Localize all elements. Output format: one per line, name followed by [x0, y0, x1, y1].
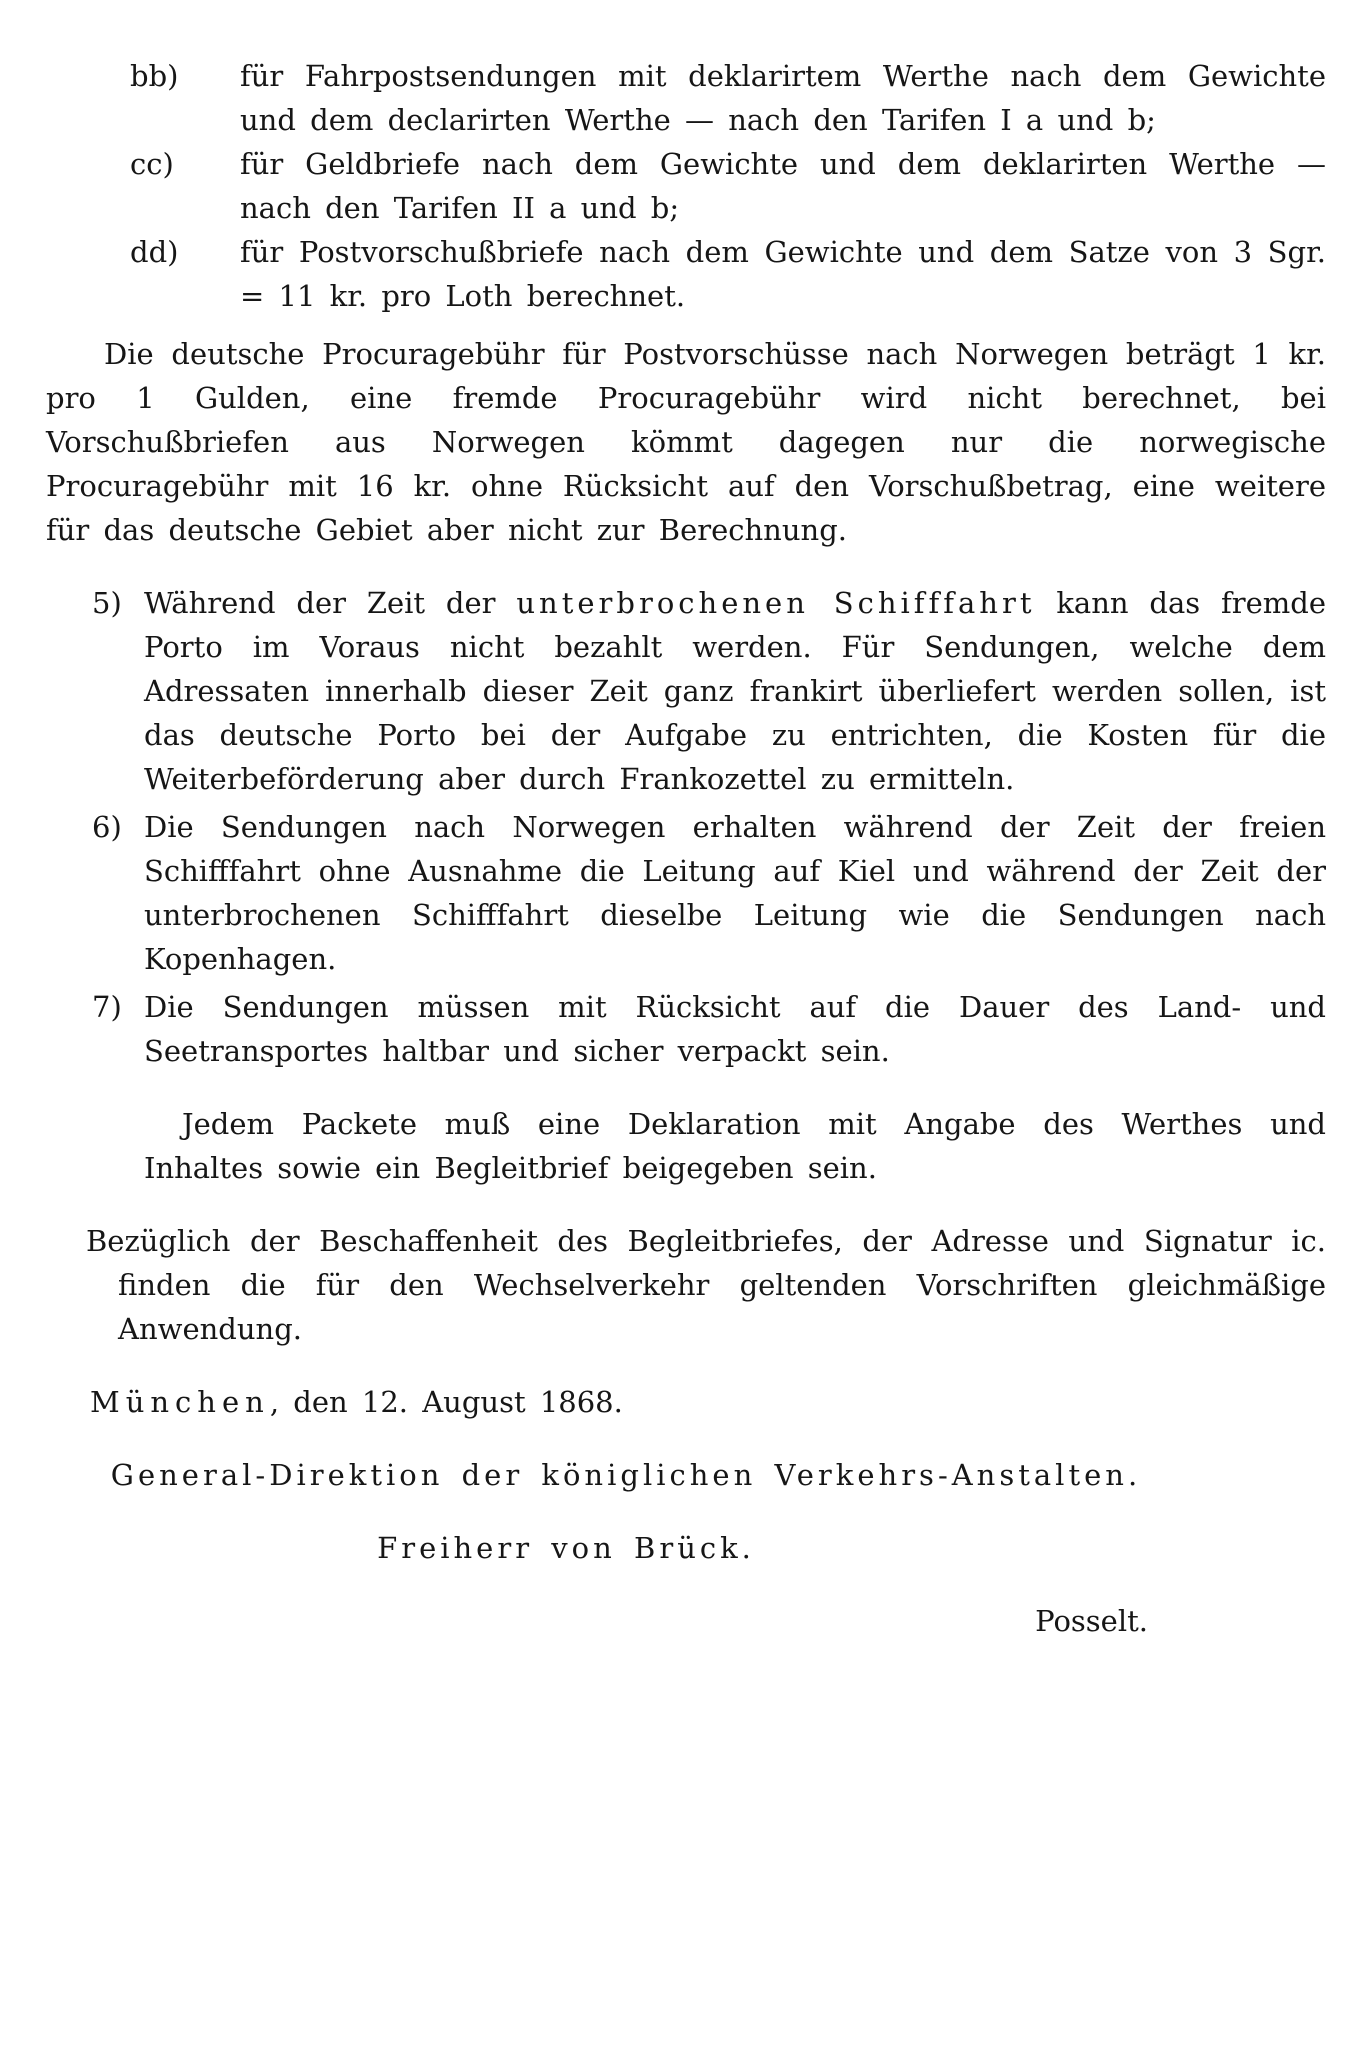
- numbered-item-5: [92, 581, 1326, 801]
- sub-item-bb: [130, 54, 1326, 142]
- item-5-text-emphasis: unterbrochenen Schifffahrt: [516, 586, 1036, 620]
- numbered-item-6: [92, 805, 1326, 981]
- numbered-item-7-text: Die Sendungen müssen mit Rücksicht auf die Dauer des Land- und Seetransportes haltbar und sicher verpackt sein.: [144, 990, 1326, 1068]
- sub-item-cc-label: cc): [130, 147, 174, 181]
- dateline: [90, 1380, 1326, 1424]
- paragraph-packet-declaration: Jedem Packete muß eine Deklaration mit Angabe des Werthes und Inhaltes sowie ein Begleitbrief beigegeben sein.: [144, 1107, 1326, 1185]
- paragraph-procuragebuehr: Die deutsche Procuragebühr für Postvorschüsse nach Norwegen beträgt 1 kr. pro 1 Gulden, eine fremde Procuragebühr wird nicht berechnet, bei Vorschußbriefen aus Norwegen kömmt dagegen nur die norwegische Procuragebühr mit 16 kr. ohne Rücksicht auf den Vorschußbetrag, eine weitere für das deutsche Gebiet aber nicht zur Berechnung.: [46, 337, 1326, 547]
- sub-item-cc-text: für Geldbriefe nach dem Gewichte und dem deklarirten Werthe — nach den Tarifen II a und b;: [240, 147, 1326, 225]
- sub-item-bb-label: bb): [130, 59, 179, 93]
- numbered-item-6-label: 6): [92, 810, 122, 844]
- sub-item-dd-text: für Postvorschußbriefe nach dem Gewichte und dem Satze von 3 Sgr. = 11 kr. pro Loth berechnet.: [240, 235, 1326, 313]
- item-5-text-pre: Während der Zeit der: [144, 586, 517, 620]
- numbered-item-7: [92, 985, 1326, 1073]
- sub-item-bb-text: für Fahrpostsendungen mit deklarirtem Werthe nach dem Gewichte und dem declarirten Werthe — nach den Tarifen I a und b;: [240, 59, 1326, 137]
- numbered-item-6-text: Die Sendungen nach Norwegen erhalten während der Zeit der freien Schifffahrt ohne Ausnahme die Leitung auf Kiel und während der Zeit der unterbrochenen Schifffahrt dieselbe Leitung wie die Sendungen nach Kopenhagen.: [144, 810, 1326, 976]
- sub-item-cc: [130, 142, 1326, 230]
- dateline-place: München: [90, 1385, 270, 1419]
- signature-name: Freiherr von Brück.: [377, 1531, 755, 1565]
- sub-item-dd-label: dd): [130, 235, 179, 269]
- signature-countersign: Posselt.: [1035, 1604, 1148, 1638]
- item-5-text-post: kann das fremde Porto im Voraus nicht bezahlt werden. Für Sendungen, welche dem Adressaten innerhalb dieser Zeit ganz frankirt überliefert werden sollen, ist das deutsche Porto bei der Aufgabe zu entrichten, die Kosten für die Weiterbeförderung aber durch Frankozettel zu ermitteln.: [144, 586, 1327, 796]
- sub-item-dd: [130, 230, 1326, 318]
- dateline-rest: , den 12. August 1868.: [269, 1385, 623, 1419]
- numbered-item-7-label: 7): [92, 990, 122, 1024]
- numbered-item-5-text: [144, 581, 1326, 801]
- numbered-item-5-label: 5): [92, 586, 122, 620]
- signature-organization: General-Direktion der königlichen Verkehrs-Anstalten.: [110, 1458, 1142, 1492]
- paragraph-begleitbrief: Bezüglich der Beschaffenheit des Begleitbriefes, der Adresse und Signatur ic. finden die für den Wechselverkehr geltenden Vorschriften gleichmäßige Anwendung.: [86, 1224, 1326, 1346]
